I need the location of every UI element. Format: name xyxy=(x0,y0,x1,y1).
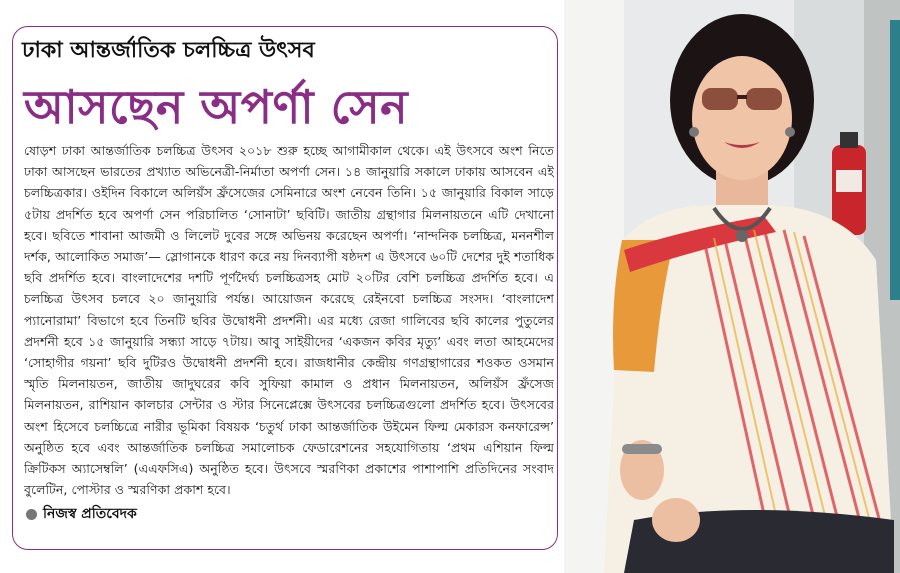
byline-text: নিজস্ব প্রতিবেদক xyxy=(43,506,137,522)
article-body: ষোড়শ ঢাকা আন্তর্জাতিক চলচ্চিত্র উৎসব ২০১৮ শুরু হচ্ছে আগামীকাল থেকে। এই উৎসবে অংশ নিতে ঢাকা আসছেন ভারতের প্রখ্যাত অভিনেত্রী-নির্মাতা অপর্ণা সেন। ১৪ জানুয়ারি সকালে ঢাকায় আসবেন এই চলচ্চিত্রকার। ওইদিন বিকালে অলিয়ঁস ফ্রঁসেজের সেমিনারে অংশ নেবেন তিনি। ১৫ জানুয়ারি বিকাল সাড়ে ৫টায় প্রদর্শিত হবে অপর্ণা সেন পরিচালিত ‘সোনাটা’ ছবিটি। জাতীয় গ্রন্থাগার মিলনায়তনে এটি দেখানো হবে। ছবিতে শাবানা আজমী ও লিলেট দুবের সঙ্গে অভিনয় করেছেন অপর্ণা। ‘নান্দনিক চলচ্চিত্র, মননশীল দর্শক, আলোকিত সমাজ’— স্লোগানকে ধারণ করে নয় দিনব্যাপী ষষ্ঠদশ এ উৎসবে ৬০টি দেশের দুই শতাধিক ছবি প্রদর্শিত হবে। বাংলাদেশের দশটি পূর্ণদৈর্ঘ্য চলচ্চিত্রসহ মোট ২০টির বেশি চলচ্চিত্র প্রদর্শিত হবে। এ চলচ্চিত্র উৎসব চলবে ২০ জানুয়ারি পর্যন্ত। আয়োজন করেছে রেইনবো চলচ্চিত্র সংসদ। ‘বাংলাদেশ প্যানোরামা’ বিভাগে হবে তিনটি ছবির উদ্বোধনী প্রদর্শনী। এর মধ্যে রেজা গালিবের ছবি কালের পুতুলের প্রদর্শনী হবে ১৫ জানুয়ারি সন্ধ্যা সাড়ে ৭টায়। আবু সাইয়ীদের ‘একজন কবির মৃত্যু’ এবং লতা আহমেদের ‘সোহাগীর গয়না’ ছবি দুটিরও উদ্বোধনী প্রদর্শনী হবে। রাজধানীর কেন্দ্রীয় গণগ্রন্থাগারের শওকত ওসমান স্মৃতি মিলনায়তন, জাতীয় জাদুঘরের কবি সুফিয়া কামাল ও প্রধান মিলনায়তন, অলিয়ঁস ফ্রঁসেজ মিলনায়তন, রাশিয়ান কালচার সেন্টার ও স্টার সিনেপ্লেক্সে উৎসবের চলচ্চিত্রগুলো প্রদর্শিত হবে। উৎসবের অংশ হিসেবে চলচ্চিত্রে নারীর ভূমিকা বিষয়ক ‘চতুর্থ ঢাকা আন্তর্জাতিক উইমেন ফিল্ম মেকারস কনফারেন্স’ অনুষ্ঠিত হবে এবং আন্তর্জাতিক চলচ্চিত্র সমালোচক ফেডারেশনের সহযোগিতায় ‘প্রথম এশিয়ান ফিল্ম ক্রিটিকস অ্যাসেম্বলি’ (এএফসিএ) অনুষ্ঠিত হবে। উৎসবে স্মরণিকা প্রকাশের পাশাপাশি প্রতিদিনের সংবাদ বুলেটিন, পোস্টার ও স্মরণিকা প্রকাশ হবে। xyxy=(24,143,554,498)
portrait-illustration xyxy=(564,0,900,573)
article-byline xyxy=(26,504,137,524)
bullet-icon xyxy=(26,509,37,520)
article-kicker: ঢাকা আন্তর্জাতিক চলচ্চিত্র উৎসব xyxy=(22,38,315,63)
portrait-photo xyxy=(564,0,900,573)
article-headline: আসছেন অপর্ণা সেন xyxy=(24,80,409,134)
